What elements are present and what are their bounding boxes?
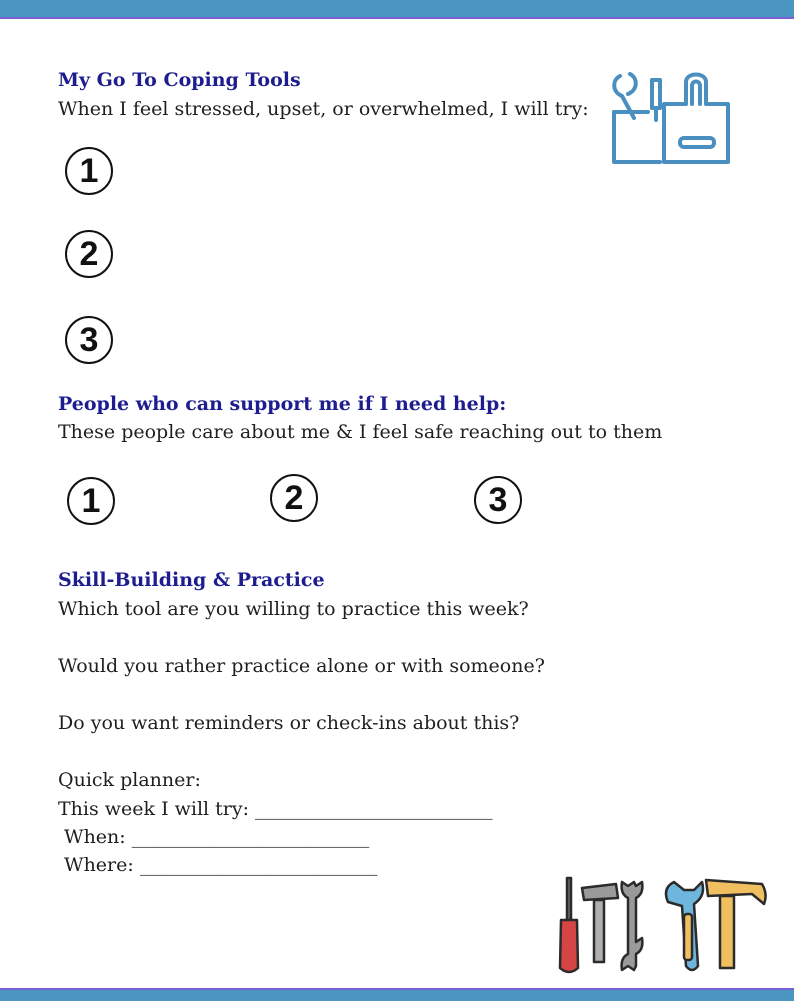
support-number-1: 1 xyxy=(67,477,115,525)
toolbox-icon xyxy=(608,68,734,168)
coping-tools-subtitle: When I feel stressed, upset, or overwhelmed, I will try: xyxy=(58,98,589,120)
support-number-2: 2 xyxy=(270,474,318,522)
question-alone-or-with-someone: Would you rather practice alone or with someone? xyxy=(58,655,545,677)
coping-number-3: 3 xyxy=(65,316,113,364)
bottom-color-band xyxy=(0,988,794,1001)
question-practice-tool: Which tool are you willing to practice this week? xyxy=(58,598,529,620)
skill-building-heading: Skill-Building & Practice xyxy=(58,569,325,591)
support-people-subtitle: These people care about me & I feel safe reaching out to them xyxy=(58,421,663,443)
planner-try-line: This week I will try: _________________________ xyxy=(58,798,493,820)
hand-tools-icon xyxy=(556,874,772,978)
quick-planner-title: Quick planner: xyxy=(58,769,201,791)
question-reminders: Do you want reminders or check-ins about this? xyxy=(58,712,520,734)
coping-number-1: 1 xyxy=(65,147,113,195)
planner-when-line: When: _________________________ xyxy=(58,826,370,848)
support-people-heading: People who can support me if I need help: xyxy=(58,393,507,415)
coping-tools-heading: My Go To Coping Tools xyxy=(58,69,301,91)
top-color-band xyxy=(0,0,794,19)
coping-number-2: 2 xyxy=(65,230,113,278)
planner-where-line: Where: _________________________ xyxy=(58,854,378,876)
support-number-3: 3 xyxy=(474,476,522,524)
